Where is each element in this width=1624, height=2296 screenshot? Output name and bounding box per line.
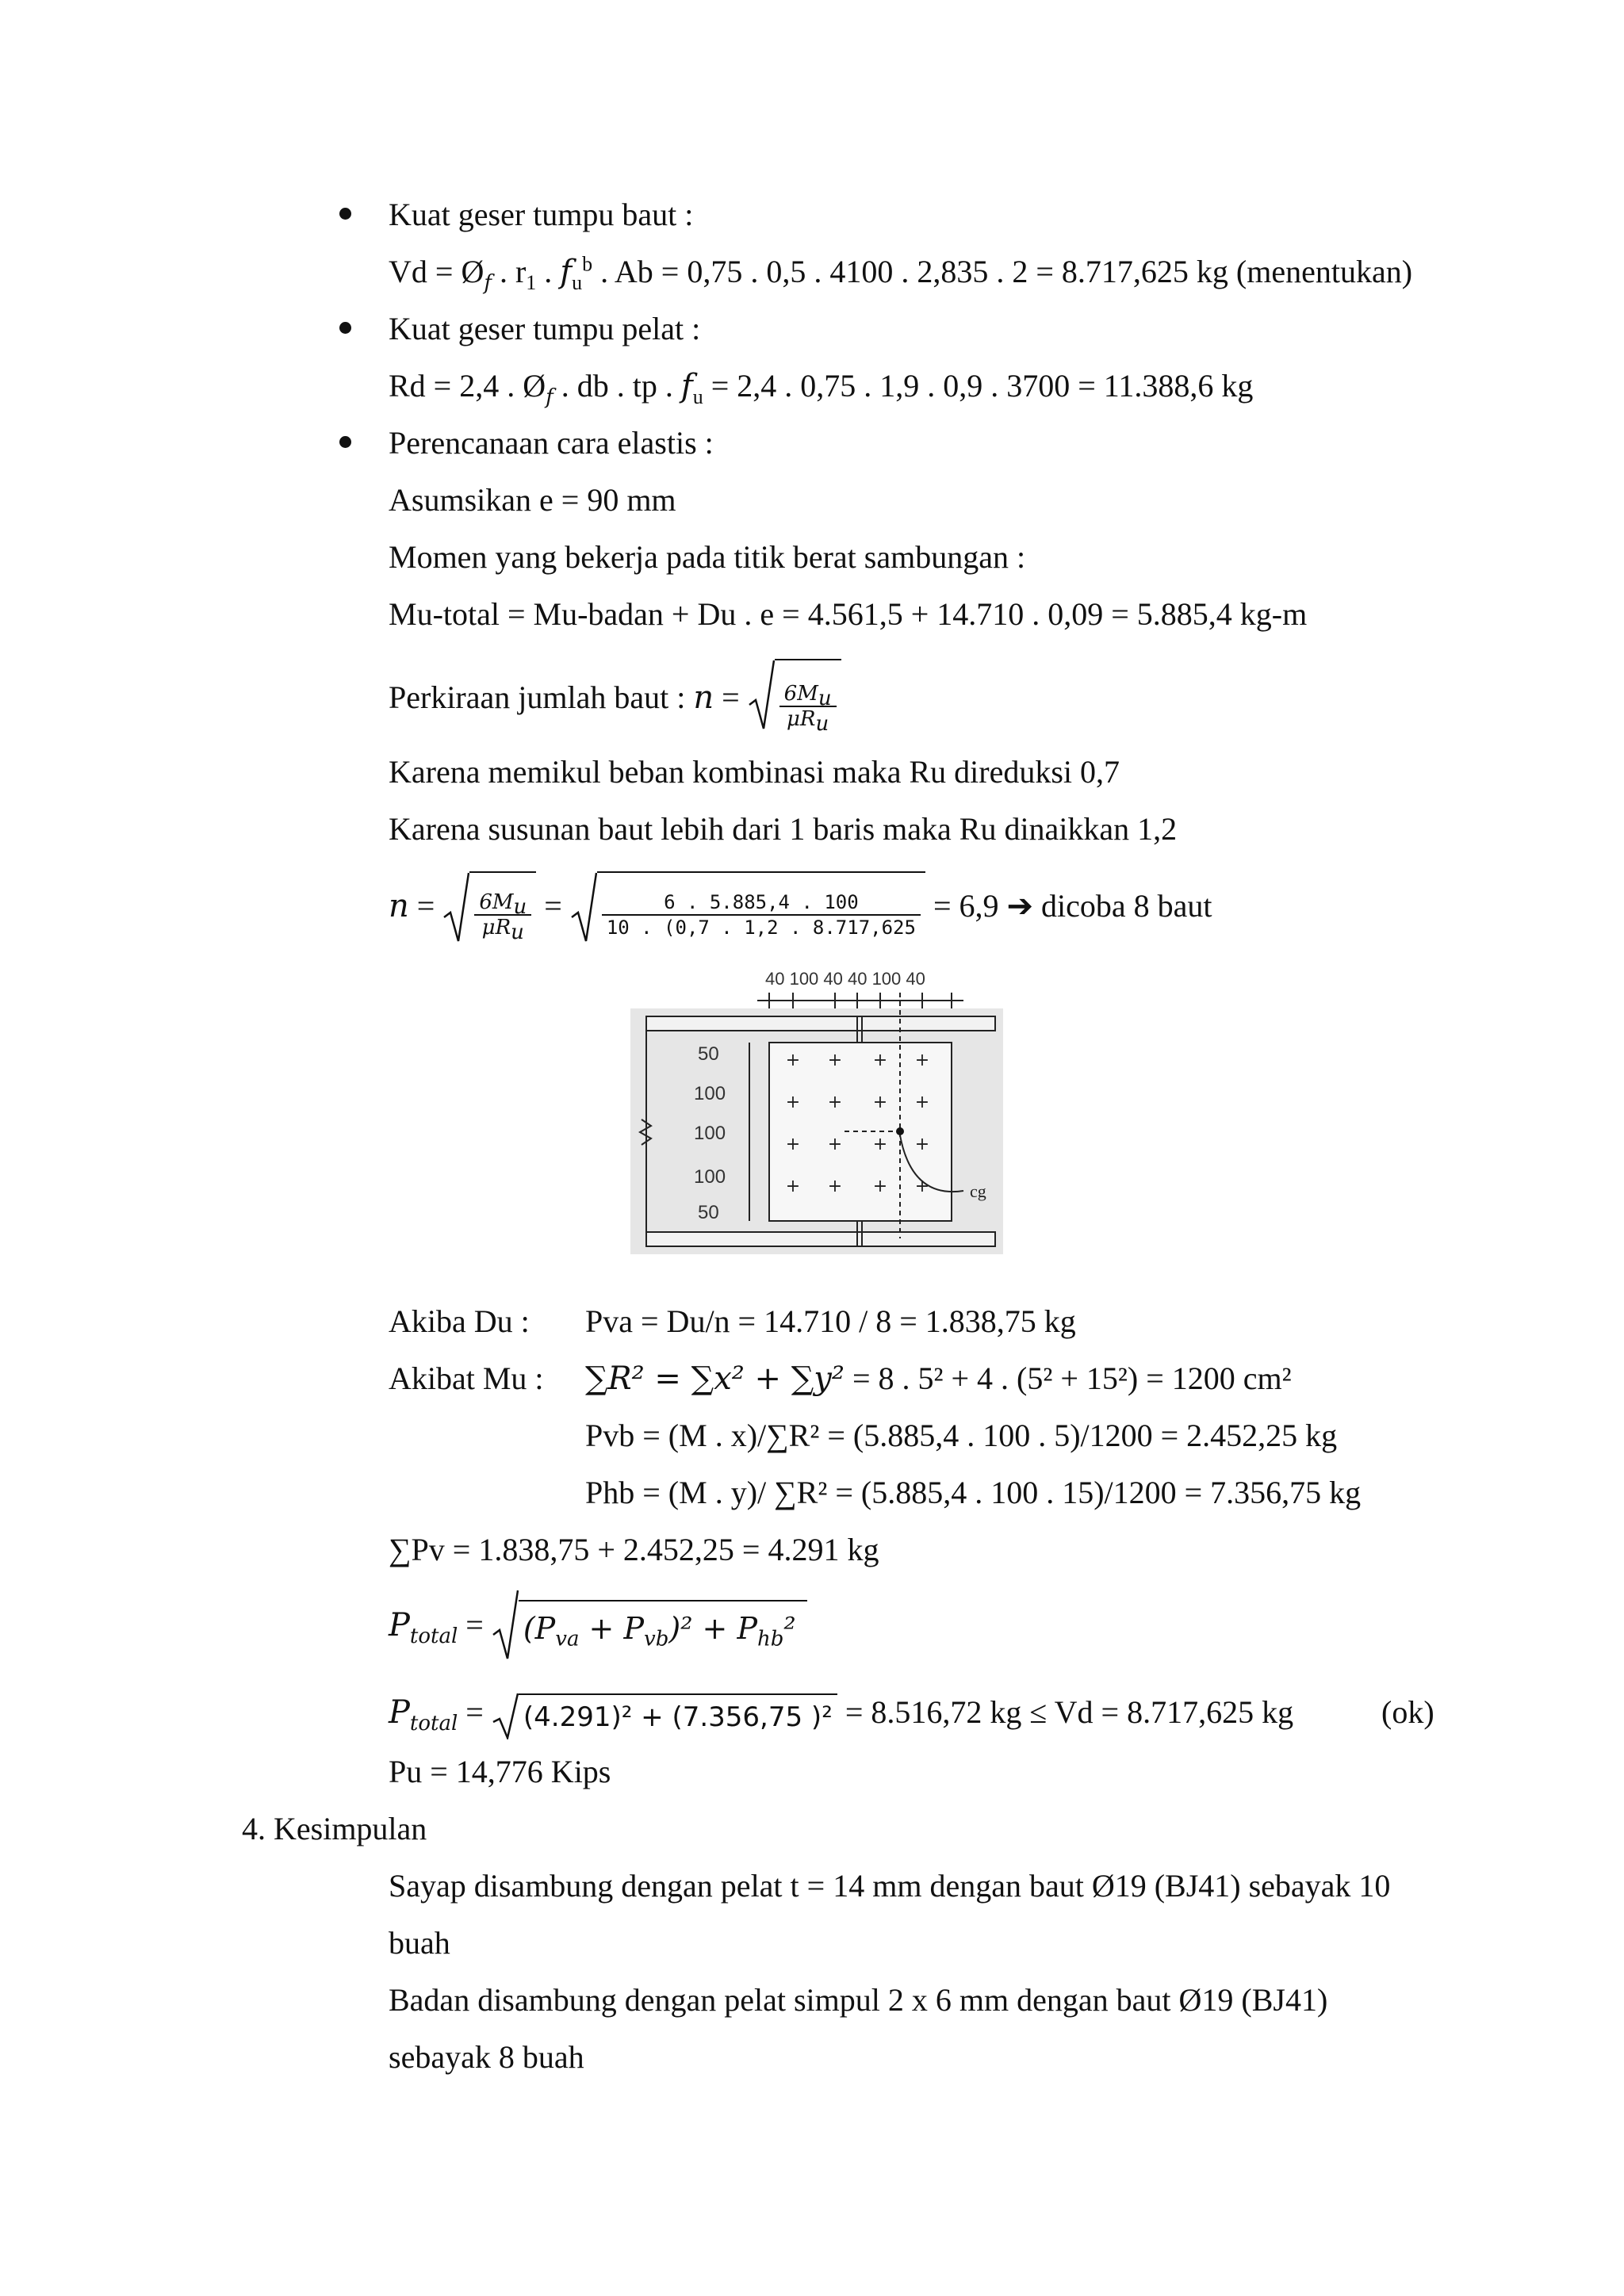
svg-text:+: + xyxy=(827,1135,843,1154)
svg-text:+: + xyxy=(914,1050,930,1070)
phb-value: Phb = (M . y)/ ∑R² = (5.885,4 . 100 . 15)/1200 = 7.356,75 kg xyxy=(585,1475,1362,1510)
svg-text:+: + xyxy=(827,1177,843,1196)
left-dim-5: 50 xyxy=(698,1202,719,1223)
sqrt-symbol: $\frac{6 . 5.885,4 . 100}{10 . (0,7 . 1,2 . 8.717,625}$ xyxy=(570,871,925,947)
left-dim-2: 100 xyxy=(694,1083,726,1104)
bullet-dot xyxy=(339,322,351,334)
sqrt-symbol: $(P_{va} + P_{vb})^2 + P_{hb}^2$ xyxy=(492,1589,807,1668)
svg-text:+: + xyxy=(827,1050,843,1070)
bullet-dot xyxy=(339,208,351,220)
conclusion-p1-line2: buah xyxy=(389,1925,450,1961)
cg-label: cg xyxy=(970,1181,986,1201)
sqrt-symbol: $\frac{6M_u}{\mu R_u}$ xyxy=(748,659,841,743)
ptotal-formula: $P_{total}$ = $(P_{va} + P_{vb})^2 + P_{hb}^2$ xyxy=(389,1586,807,1665)
reduction-note: Karena memikul beban kombinasi maka Ru direduksi 0,7 xyxy=(389,754,1120,790)
svg-text:+: + xyxy=(914,1093,930,1112)
assume-e: Asumsikan e = 90 mm xyxy=(389,482,676,518)
formula-vd: $Vd = Ø_f$ . $r_1$ . $f_u^b$ . Ab = 0,75 . 0,5 . 4100 . 2,835 . 2 = 8.717,625 kg (menentukan) xyxy=(389,252,1413,295)
ptotal-ok: (ok) xyxy=(1381,1694,1434,1730)
svg-text:+: + xyxy=(872,1093,888,1112)
svg-text:+: + xyxy=(914,1177,930,1196)
sum-pv: ∑Pv = 1.838,75 + 2.452,25 = 4.291 kg xyxy=(389,1532,879,1567)
du-label: Akiba Du : xyxy=(389,1303,530,1339)
sum-r2: ∑R² = ∑x² + ∑y² = 8 . 5² + 4 . (5² + 15²) = 1200 cm² xyxy=(585,1360,1292,1397)
conclusion-p1-line1: Sayap disambung dengan pelat t = 14 mm dengan baut Ø19 (BJ41) sebayak 10 xyxy=(389,1868,1391,1904)
bolt-estimate: Perkiraan jumlah baut : n = $\frac{6M_u}{\mu R_u}$ xyxy=(389,658,841,737)
pvb-value: Pvb = (M . x)/∑R² = (5.885,4 . 100 . 5)/1200 = 2.452,25 kg xyxy=(585,1418,1338,1453)
bullet-title-pelat: Kuat geser tumpu pelat : xyxy=(389,311,701,346)
svg-text:+: + xyxy=(785,1050,801,1070)
ptotal-value: $P_{total}$ = (4.291)² + (7.356,75 )² = 8.516,72 kg ≤ Vd = 8.717,625 kg xyxy=(389,1689,1293,1739)
svg-text:+: + xyxy=(827,1093,843,1112)
svg-text:+: + xyxy=(785,1093,801,1112)
svg-text:+: + xyxy=(872,1050,888,1070)
mu-total: Mu-total = Mu-badan + Du . e = 4.561,5 + 14.710 . 0,09 = 5.885,4 kg-m xyxy=(389,596,1308,632)
top-dimensions: 40 100 40 40 100 40 xyxy=(765,969,925,989)
pu-value: Pu = 14,776 Kips xyxy=(389,1754,611,1789)
bullet-title-elastis: Perencanaan cara elastis : xyxy=(389,425,714,461)
svg-text:+: + xyxy=(914,1135,930,1154)
moment-heading: Momen yang bekerja pada titik berat sambungan : xyxy=(389,539,1026,575)
sqrt-symbol: $\frac{6M_u}{\mu R_u}$ xyxy=(442,871,536,947)
formula-rd: Rd = 2,4 . $Ø_f$ . db . tp . $f_u = 2,4$ . 0,75 . 1,9 . 0,9 . 3700 = 11.388,6 kg xyxy=(389,368,1254,409)
bullet-dot xyxy=(339,436,351,448)
bullet-title-baut: Kuat geser tumpu baut : xyxy=(389,197,694,232)
left-dim-3: 100 xyxy=(694,1123,726,1144)
svg-text:+: + xyxy=(872,1135,888,1154)
sqrt-symbol: (4.291)² + (7.356,75 )² xyxy=(492,1692,837,1739)
pva-value: Pva = Du/n = 14.710 / 8 = 1.838,75 kg xyxy=(585,1303,1076,1339)
conclusion-p2-line2: sebayak 8 buah xyxy=(389,2039,584,2075)
mu-label: Akibat Mu : xyxy=(389,1360,544,1396)
svg-text:+: + xyxy=(785,1177,801,1196)
conclusion-p2-line1: Badan disambung dengan pelat simpul 2 x 6 mm dengan baut Ø19 (BJ41) xyxy=(389,1982,1328,2018)
conclusion-heading: 4. Kesimpulan xyxy=(242,1811,427,1846)
bolt-connection-diagram xyxy=(630,961,1003,1254)
left-dim-4: 100 xyxy=(694,1166,726,1188)
increase-note: Karena susunan baut lebih dari 1 baris maka Ru dinaikkan 1,2 xyxy=(389,811,1178,847)
svg-text:+: + xyxy=(785,1135,801,1154)
left-dim-1: 50 xyxy=(698,1043,719,1065)
svg-text:+: + xyxy=(872,1177,888,1196)
bolt-count-formula: n = $\frac{6M_u}{\mu R_u}$ = $\frac{6 . 5.885,4 . 100}{10 . (0,7 . 1,2 . 8.717,625}$ = 6,9 ➔ dicoba 8 baut xyxy=(389,871,1212,942)
